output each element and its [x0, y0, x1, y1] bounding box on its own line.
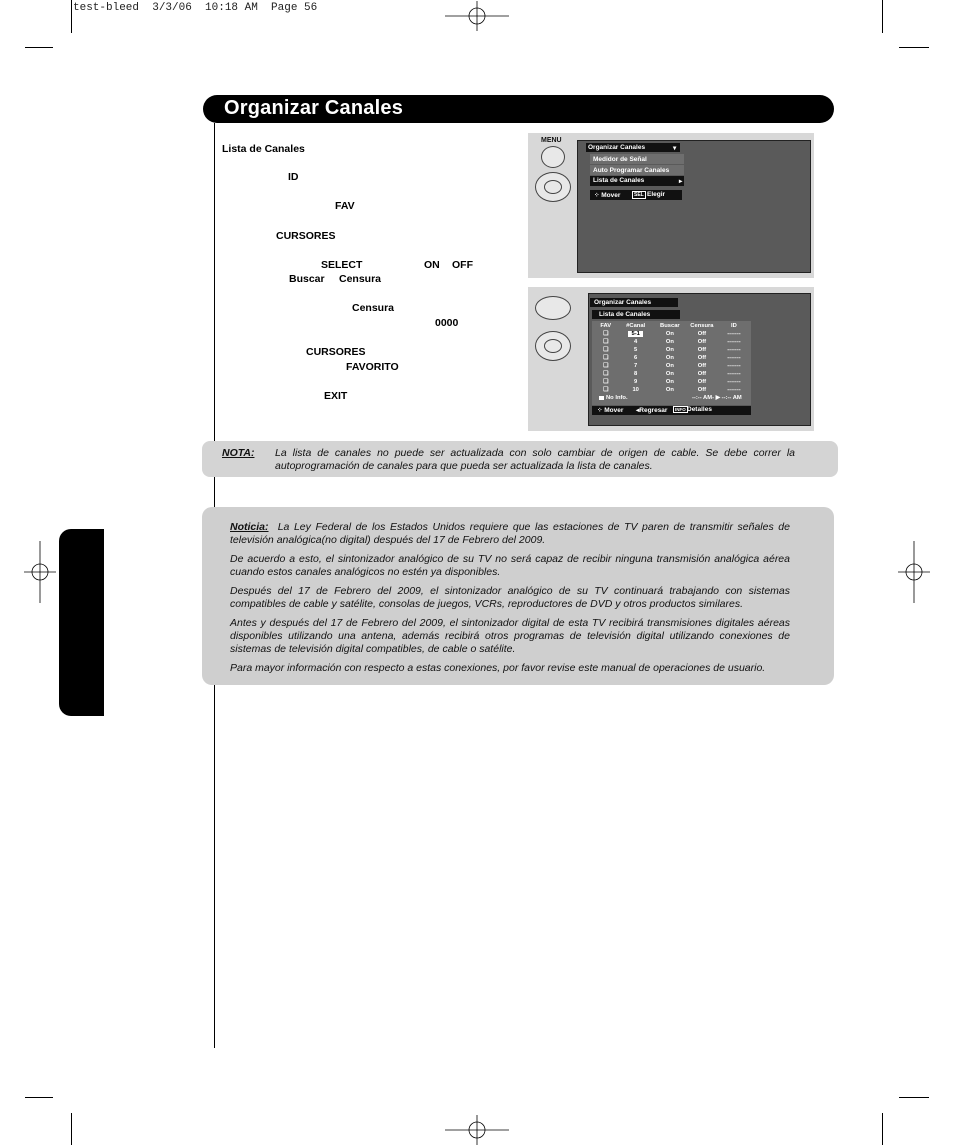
table-row[interactable] — [594, 362, 750, 370]
buscar-value: On — [665, 363, 674, 369]
header-fav: FAV — [600, 323, 612, 329]
dpad-center-icon — [544, 339, 562, 353]
instructions-heading: Lista de Canales — [222, 143, 305, 155]
id-value: ------- — [727, 379, 741, 385]
dpad-center-icon — [544, 180, 562, 194]
instr-cursores-2: CURSORES — [306, 346, 366, 358]
osd-arrow-right-icon: ▸ — [679, 178, 683, 185]
osd-footer-back: ◂Regresar — [636, 407, 668, 414]
table-row[interactable] — [594, 370, 750, 378]
time-range: --:-- AM- ▶ --:-- AM — [692, 395, 742, 401]
osd-item-label: Lista de Canales — [593, 177, 645, 184]
notice-paragraph-4: Antes y después del 17 de Febrero del 2009, el sintonizador digital de esta TV recibirá transmisiones digitales aéreas disponibles utilizando una antena, además recibirá otros programas de televisión digital utilizando conexiones de sistemas de televisión digital compatibles, de cable o satélite. — [230, 617, 790, 655]
registration-mark-icon — [445, 1, 509, 31]
censura-value: Off — [697, 371, 707, 377]
buscar-value: On — [665, 371, 674, 377]
instr-censura: Censura — [339, 273, 382, 285]
crop-mark — [882, 1113, 883, 1145]
id-value: ------- — [727, 371, 741, 377]
notice-paragraph-5: Para mayor información con respecto a estas conexiones, por favor revise este manual de operaciones de usuario. — [230, 662, 766, 674]
crop-mark — [25, 47, 53, 48]
registration-mark-icon — [445, 1115, 509, 1145]
notice-label: Noticia: — [230, 521, 269, 533]
osd-footer-sel: SEL — [634, 192, 644, 198]
channel-number: 6 — [634, 355, 638, 361]
crop-mark — [71, 1113, 72, 1145]
osd-footer-move: ⁘ Mover — [594, 192, 621, 199]
fav-checkbox[interactable]: ❑ — [603, 371, 609, 377]
buscar-value: On — [665, 387, 674, 393]
channel-number: 5 — [634, 347, 638, 353]
censura-value: Off — [697, 339, 707, 345]
id-value: ------- — [727, 387, 741, 393]
instr-off: OFF — [452, 259, 473, 271]
table-row[interactable] — [594, 354, 750, 362]
id-value: ------- — [727, 347, 741, 353]
osd-footer-details: Detalles — [687, 406, 712, 413]
crop-mark — [899, 47, 929, 48]
osd-submenu-title: Lista de Canales — [599, 311, 651, 318]
osd-menu-title: Organizar Canales — [594, 299, 652, 306]
crop-mark — [899, 1097, 929, 1098]
table-header — [594, 322, 750, 330]
instr-id: ID — [288, 171, 299, 183]
id-value: ------- — [727, 355, 741, 361]
menu-label: MENU — [541, 137, 562, 144]
id-value: ------- — [727, 363, 741, 369]
buscar-value: On — [665, 331, 674, 337]
exit-button-icon — [535, 296, 571, 320]
channel-number: 10 — [632, 387, 639, 393]
osd-item-label: Medidor de Señal — [593, 156, 647, 163]
registration-mark-icon — [24, 541, 56, 603]
instr-censura-2: Censura — [352, 302, 395, 314]
menu-button-icon — [541, 146, 565, 168]
fav-checkbox[interactable]: ❑ — [603, 339, 609, 345]
censura-value: Off — [697, 355, 707, 361]
id-value: ------- — [727, 339, 741, 345]
crop-mark — [71, 0, 72, 33]
header-channel: #Canal — [626, 323, 646, 329]
channel-number: 9 — [634, 379, 638, 385]
fav-checkbox[interactable]: ❑ — [603, 387, 609, 393]
crop-mark — [25, 1097, 53, 1098]
osd-footer-info: INFO — [675, 407, 686, 412]
censura-value: Off — [697, 347, 707, 353]
table-row[interactable] — [594, 378, 750, 386]
instr-select: SELECT — [321, 259, 363, 271]
channel-number: 8 — [634, 371, 638, 377]
header-id: ID — [731, 323, 737, 329]
fav-checkbox[interactable]: ❑ — [603, 347, 609, 353]
info-icon — [599, 396, 604, 400]
instr-cursores: CURSORES — [276, 230, 336, 242]
note-text: La lista de canales no puede ser actualizada con solo cambiar de origen de cable. Se debe correr la autoprogramación de canales para que pueda ser actualizada la lista de canales. — [275, 447, 795, 472]
censura-value: Off — [697, 331, 707, 337]
id-value: ------- — [727, 331, 741, 337]
buscar-value: On — [665, 339, 674, 345]
fav-checkbox[interactable]: ❑ — [603, 331, 609, 337]
notice-p1: La Ley Federal de los Estados Unidos requiere que las estaciones de TV paren de transmitir señales de televisión analógica(no digital) después del 17 de Febrero del 2009. — [230, 521, 790, 546]
instr-favorito: FAVORITO — [346, 361, 399, 373]
section-tab — [59, 529, 104, 716]
table-row[interactable] — [594, 346, 750, 354]
censura-value: Off — [697, 379, 707, 385]
table-row[interactable] — [594, 386, 750, 394]
fav-checkbox[interactable]: ❑ — [603, 355, 609, 361]
instr-on: ON — [424, 259, 440, 271]
instr-buscar: Buscar — [289, 273, 325, 285]
instr-fav: FAV — [335, 200, 355, 212]
print-slug: test-bleed 3/3/06 10:18 AM Page 56 — [73, 2, 318, 14]
osd-footer-move: ⁘ Mover — [597, 407, 624, 414]
notice-paragraph-3: Después del 17 de Febrero del 2009, el sintonizador analógico de su TV continuará trabajando con sistemas compatibles de cable y satélite, consolas de juegos, VCRs, reproductores de DVD y otros productos similares. — [230, 585, 790, 610]
fav-checkbox[interactable]: ❑ — [603, 379, 609, 385]
table-row[interactable] — [594, 330, 750, 338]
page-title: Organizar Canales — [224, 97, 404, 119]
registration-mark-icon — [898, 541, 930, 603]
channel-number: 7 — [634, 363, 638, 369]
osd-arrow-icon: ▾ — [673, 145, 677, 152]
no-info-label: No Info. — [606, 395, 628, 401]
censura-value: Off — [697, 363, 707, 369]
buscar-value: On — [665, 355, 674, 361]
header-buscar: Buscar — [660, 323, 680, 329]
fav-checkbox[interactable]: ❑ — [603, 363, 609, 369]
note-label: NOTA: — [222, 447, 255, 459]
header-censura: Censura — [690, 323, 714, 329]
osd-footer-choose: Elegir — [647, 191, 666, 198]
notice-paragraph-1 — [230, 521, 790, 547]
crop-mark — [882, 0, 883, 33]
osd-item-label: Auto Programar Canales — [593, 167, 670, 174]
buscar-value: On — [665, 379, 674, 385]
channel-table — [594, 322, 750, 394]
channel-number: 4 — [634, 339, 638, 345]
osd-menu-title: Organizar Canales — [588, 144, 646, 151]
censura-value: Off — [697, 387, 707, 393]
instr-exit: EXIT — [324, 390, 348, 402]
channel-number: 5-1 — [628, 331, 642, 337]
instr-code: 0000 — [435, 317, 459, 329]
buscar-value: On — [665, 347, 674, 353]
notice-paragraph-2: De acuerdo a esto, el sintonizador analógico de su TV no será capaz de recibir ninguna transmisión analógica aérea cuando estos canales analógicos no estén ya disponibles. — [230, 553, 790, 578]
table-row[interactable] — [594, 338, 750, 346]
